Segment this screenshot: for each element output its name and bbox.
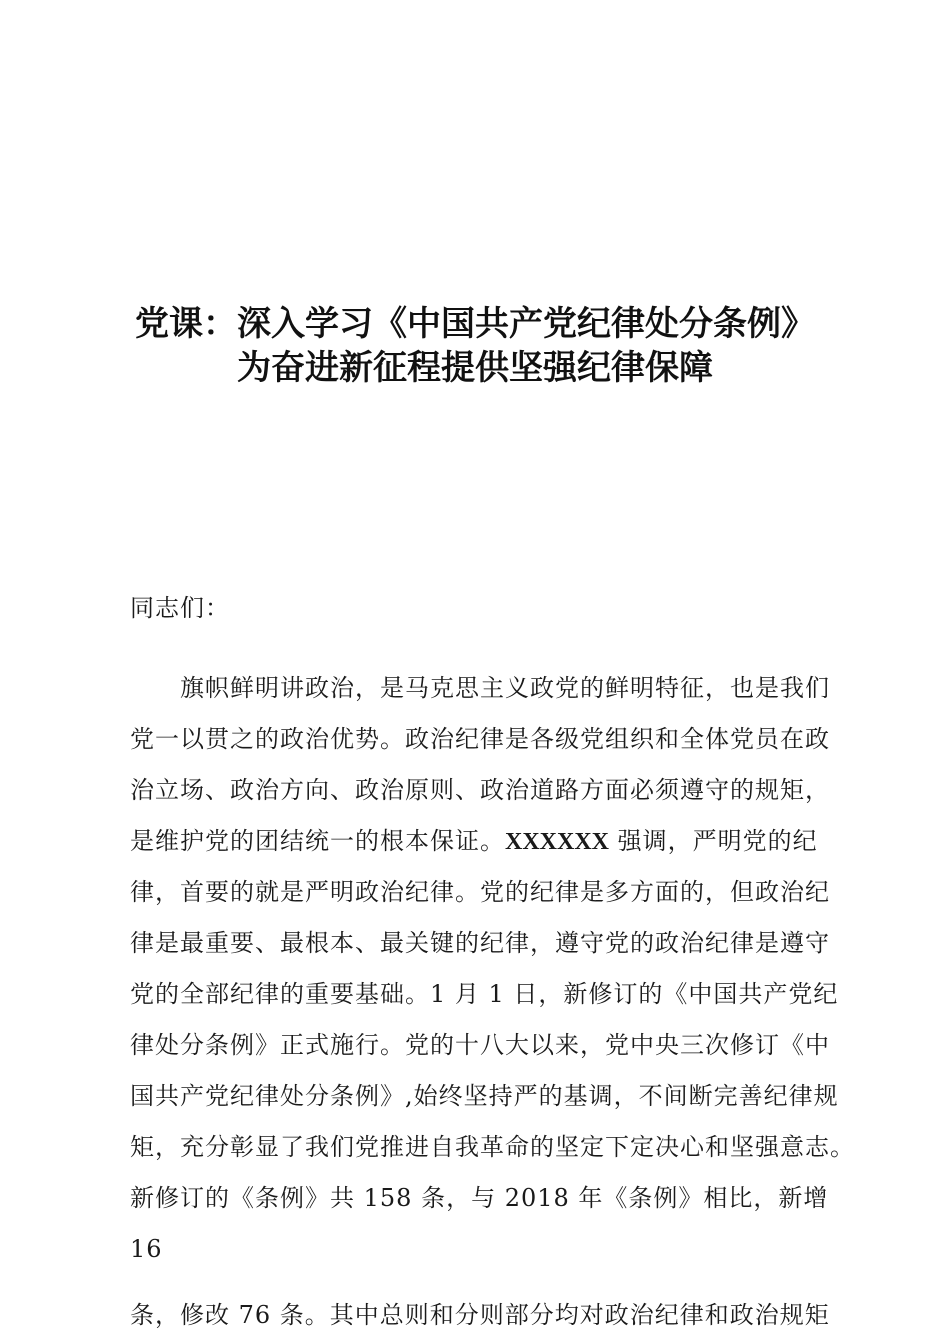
paragraph-line <box>130 826 818 857</box>
paragraph-line: 国共产党纪律处分条例》,始终坚持严的基调，不间断完善纪律规 <box>130 1082 839 1110</box>
paragraph-line: 律，首要的就是严明政治纪律。党的纪律是多方面的，但政治纪 <box>130 878 830 906</box>
paragraph-line: 新修订的《条例》共 158 条，与 2018 年《条例》相比，新增 <box>130 1184 829 1212</box>
paragraph-line: 16 <box>130 1235 163 1263</box>
paragraph-text: 强调，严明党的纪 <box>609 827 818 855</box>
paragraph-line: 律处分条例》正式施行。党的十八大以来，党中央三次修订《中 <box>130 1031 830 1059</box>
paragraph-line: 矩，充分彰显了我们党推进自我革命的坚定下定决心和坚强意志。 <box>130 1133 855 1161</box>
salutation: 同志们： <box>130 594 230 622</box>
paragraph-line: 治立场、政治方向、政治原则、政治道路方面必须遵守的规矩， <box>130 776 830 804</box>
paragraph-line: 党一以贯之的政治优势。政治纪律是各级党组织和全体党员在政 <box>130 725 830 753</box>
document-title-line-2: 为奋进新征程提供坚强纪律保障 <box>237 348 713 388</box>
paragraph-line: 旗帜鲜明讲政治，是马克思主义政党的鲜明特征，也是我们 <box>180 674 830 702</box>
paragraph-line: 党的全部纪律的重要基础。1 月 1 日，新修订的《中国共产党纪 <box>130 980 839 1008</box>
redacted-name: XXXXXX <box>505 829 609 855</box>
paragraph-line: 律是最重要、最根本、最关键的纪律，遵守党的政治纪律是遵守 <box>130 929 830 957</box>
paragraph-line: 条，修改 76 条。其中总则和分则部分均对政治纪律和政治规矩 <box>130 1301 830 1329</box>
paragraph-text: 是维护党的团结统一的根本保证。 <box>130 827 505 855</box>
document-title-line-1: 党课：深入学习《中国共产党纪律处分条例》 <box>135 304 815 344</box>
